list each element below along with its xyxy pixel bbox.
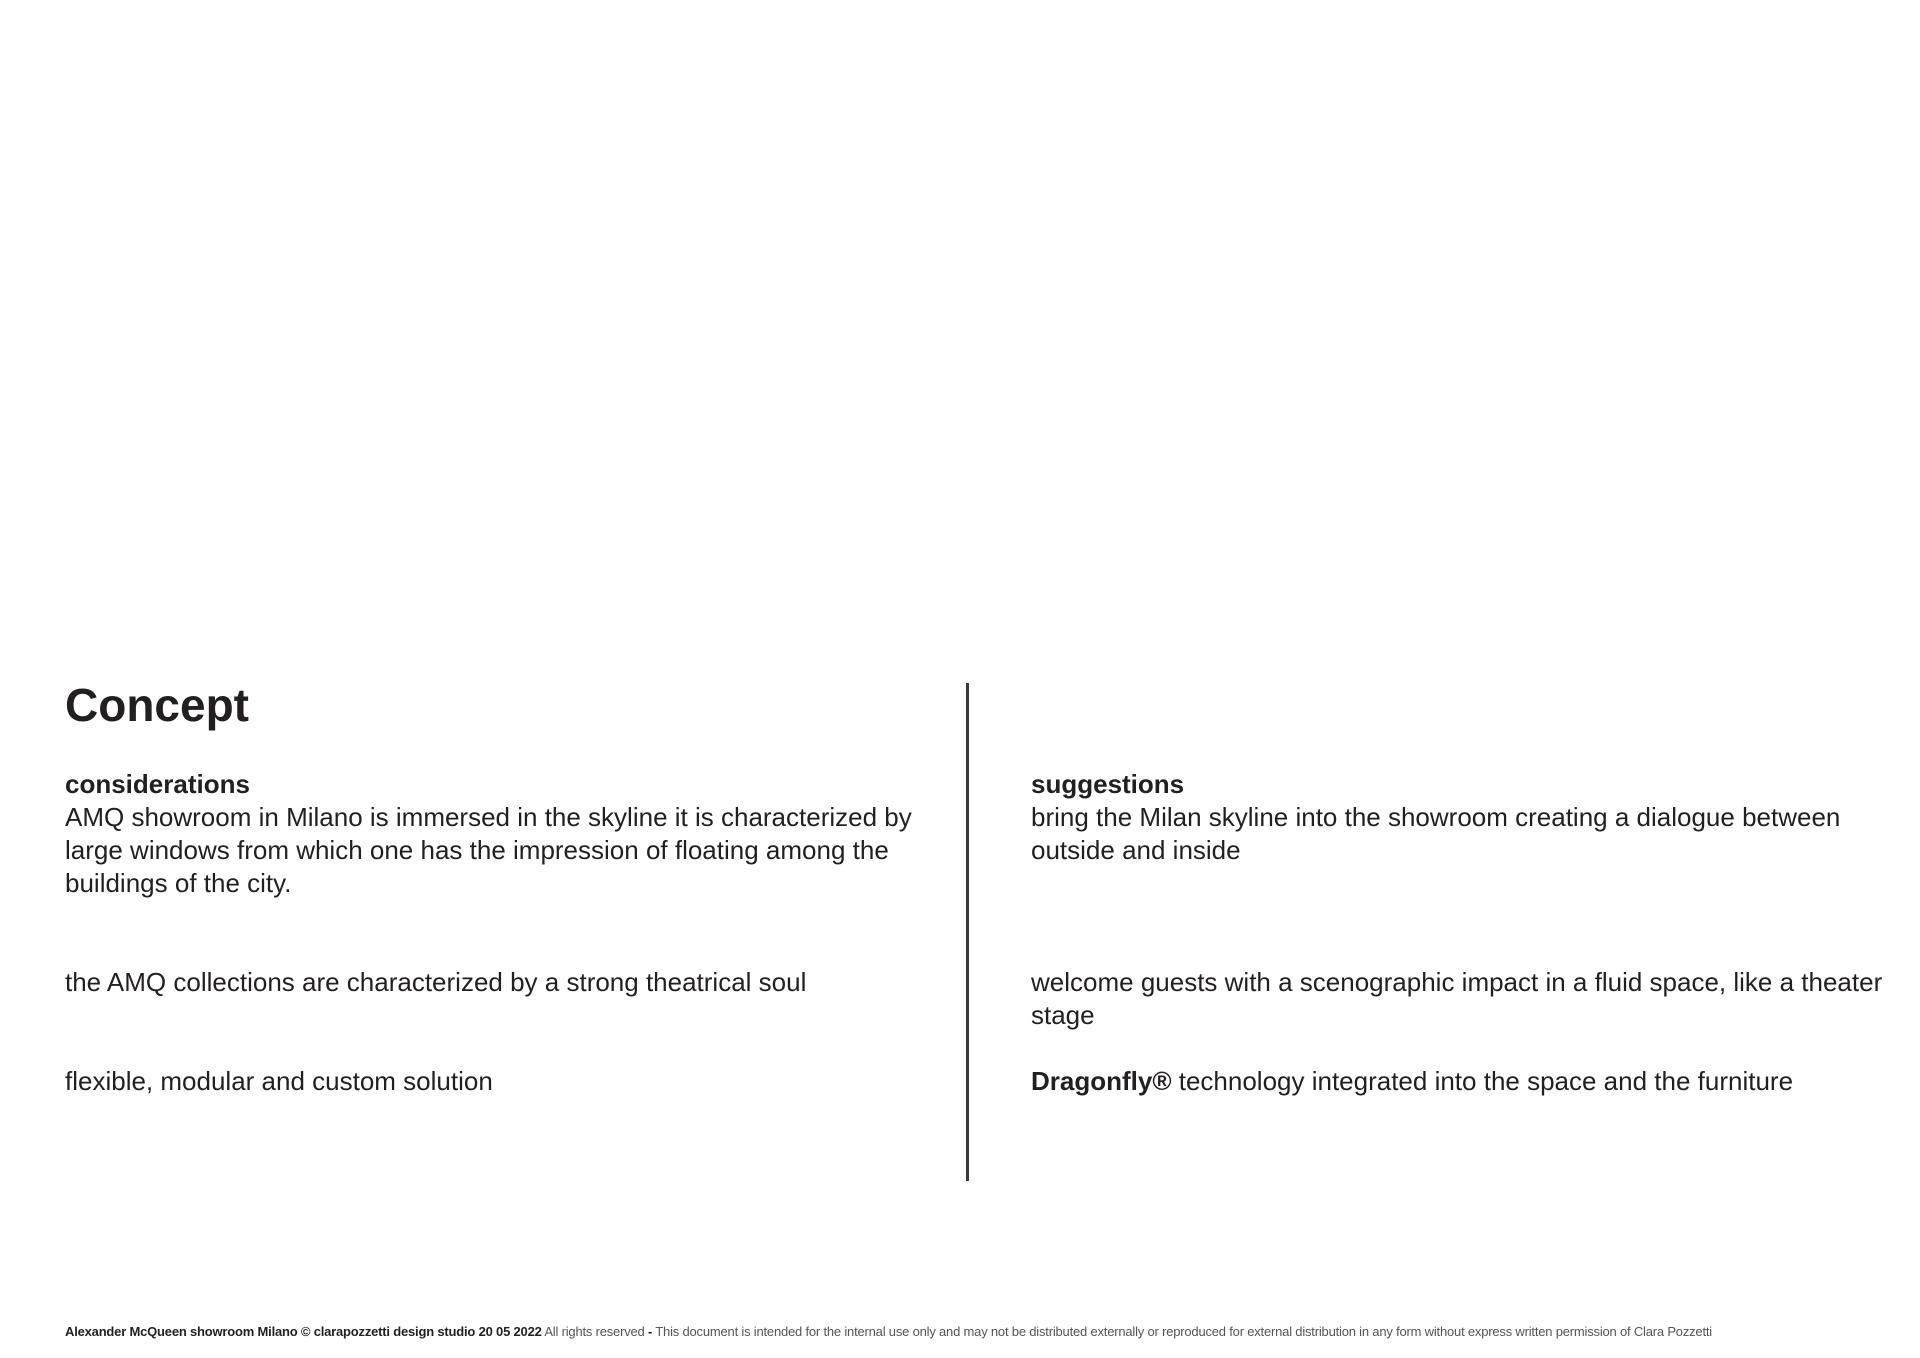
considerations-paragraph-1: AMQ showroom in Milano is immersed in the skyline it is characterized by large windows from which one has the impression of floating among the buildings of the city.	[65, 802, 912, 898]
column-divider	[966, 683, 969, 1181]
considerations-column	[65, 768, 925, 1098]
footer-separator: -	[648, 1324, 653, 1339]
considerations-paragraph-2: the AMQ collections are characterized by a strong theatrical soul	[65, 967, 807, 997]
suggestions-paragraph-1: bring the Milan skyline into the showroom creating a dialogue between outside and inside	[1031, 802, 1841, 865]
page-title: Concept	[65, 679, 249, 731]
footer-copyright	[65, 1324, 1712, 1340]
suggestions-paragraph-3	[1031, 1065, 1891, 1098]
footer-project-credit: Alexander McQueen showroom Milano © clarapozzetti design studio 20 05 2022	[65, 1324, 542, 1339]
suggestions-column	[1031, 768, 1891, 1098]
considerations-heading: considerations	[65, 769, 250, 799]
footer-rights: All rights reserved	[541, 1324, 648, 1339]
suggestions-paragraph-2: welcome guests with a scenographic impact in a fluid space, like a theater stage	[1031, 967, 1883, 1030]
considerations-paragraph-3: flexible, modular and custom solution	[65, 1066, 493, 1096]
suggestions-heading: suggestions	[1031, 769, 1185, 799]
footer-disclaimer: This document is intended for the internal use only and may not be distributed externally or reproduced for external distribution in any form without express written permission of Clara Pozzetti	[652, 1324, 1712, 1339]
suggestions-paragraph-3-text: technology integrated into the space and the furniture	[1171, 1066, 1794, 1096]
dragonfly-brand: Dragonfly®	[1031, 1066, 1172, 1096]
